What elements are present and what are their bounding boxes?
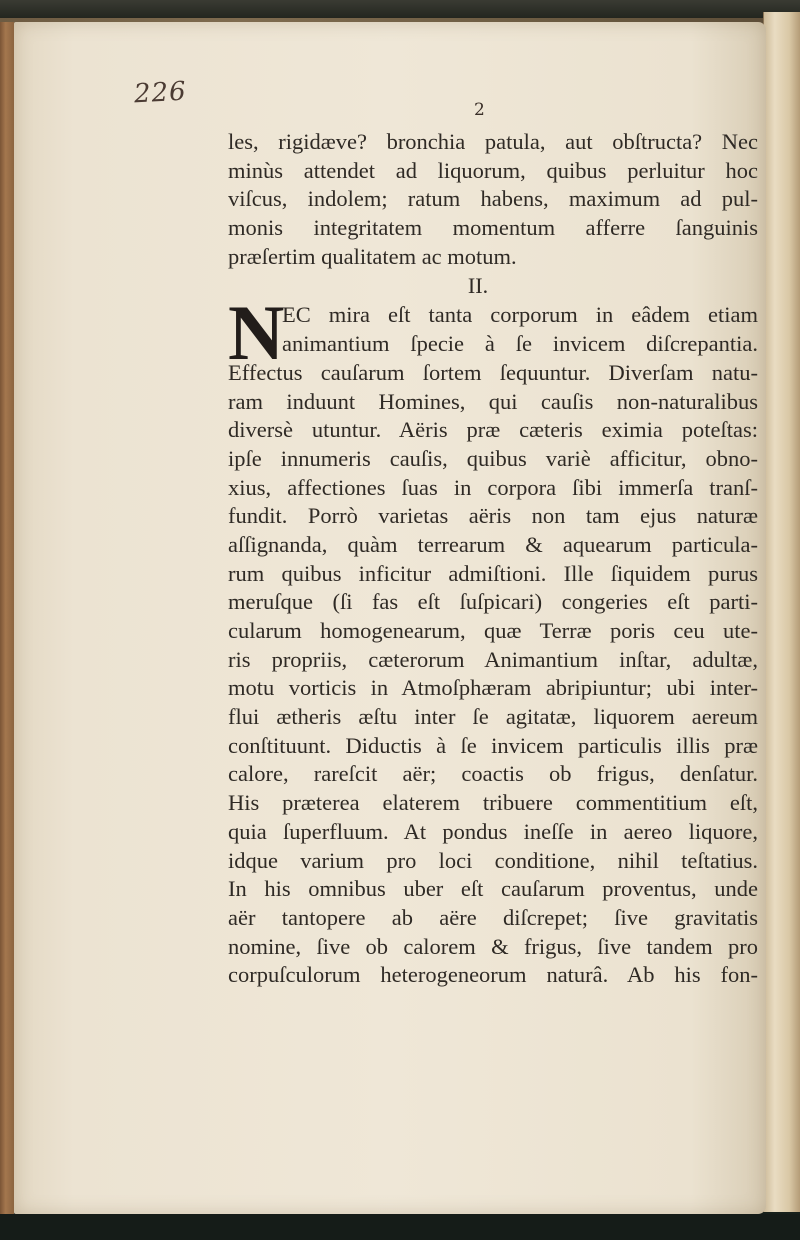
text-line: ram induunt Homines, qui cauſis non-naturalibus	[228, 388, 758, 414]
text-line: nomine, ſive ob calorem & frigus, ſive tandem pro	[228, 933, 758, 959]
text-line: corpuſculorum heterogeneorum naturâ. Ab his fon-	[228, 962, 758, 988]
text-line: EC mira eſt tanta corporum in eâdem etiam	[282, 302, 758, 328]
section-numeral: II.	[467, 273, 489, 299]
text-line: ris propriis, cæterorum Animantium inſtar, adultæ,	[228, 646, 758, 672]
text-line: ipſe innumeris cauſis, quibus variè afficitur, obno-	[228, 445, 758, 471]
text-line: aër tantopere ab aëre diſcrepet; ſive gravitatis	[228, 904, 758, 930]
text-line: idque varium pro loci conditione, nihil teſtatius.	[228, 847, 758, 873]
section-paragraph	[228, 289, 758, 990]
text-line: rum quibus inficitur admiſtioni. Ille ſiquidem purus	[228, 560, 758, 586]
signature-mark: 2	[474, 100, 485, 120]
text-line: cularum homogenearum, quæ Terræ poris ceu ute-	[228, 618, 758, 643]
scanner-top-band	[0, 0, 800, 18]
text-line: fundit. Porrò varietas aëris non tam ejus naturæ	[228, 503, 758, 529]
scanner-bottom-band	[0, 1214, 800, 1240]
text-line: præſertim qualitatem ac motum.	[228, 243, 517, 269]
page-number: 226	[133, 76, 188, 110]
text-line: In his omnibus uber eſt cauſarum proventus, unde	[228, 876, 758, 902]
text-line: His præterea elaterem tribuere commentitium eſt,	[228, 790, 758, 816]
text-line: aſſignanda, quàm terrearum & aquearum particula-	[228, 531, 758, 557]
text-line: flui ætheris æſtu inter ſe agitatæ, liquorem aereum	[228, 704, 758, 730]
text-line: diversè utuntur. Aëris præ cæteris eximia poteſtas:	[228, 417, 758, 443]
drop-cap: N	[228, 289, 285, 377]
text-line: conſtituunt. Diductis à ſe invicem particulis illis præ	[228, 732, 758, 758]
text-line: les, rigidæve? bronchia patula, aut obſtructa? Nec	[228, 129, 758, 154]
paragraph-top	[228, 128, 758, 271]
text-line: meruſque (ſi fas eſt ſuſpicari) congeries eſt parti-	[228, 589, 758, 615]
text-line: minùs attendet ad liquorum, quibus perluitur hoc	[228, 157, 758, 183]
text-line: animantium ſpecie à ſe invicem diſcrepantia.	[282, 331, 758, 357]
page-text	[228, 128, 758, 990]
text-line: quia ſuperfluum. At pondus ineſſe in aereo liquore,	[228, 818, 758, 844]
text-line: motu vorticis in Atmoſphæram abripiuntur; ubi inter-	[228, 675, 758, 701]
text-line: xius, affectiones ſuas in corpora ſibi immerſa tranſ-	[228, 474, 758, 500]
book-spine	[0, 22, 14, 1214]
facing-page-edge	[763, 12, 800, 1212]
text-line: calore, rareſcit aër; coactis ob frigus, denſatur.	[228, 761, 758, 787]
text-line: viſcus, indolem; ratum habens, maximum ad pul-	[228, 186, 758, 212]
text-line: Effectus cauſarum ſortem ſequuntur. Diverſam natu-	[228, 359, 758, 385]
text-line: monis integritatem momentum afferre ſanguinis	[228, 215, 758, 241]
